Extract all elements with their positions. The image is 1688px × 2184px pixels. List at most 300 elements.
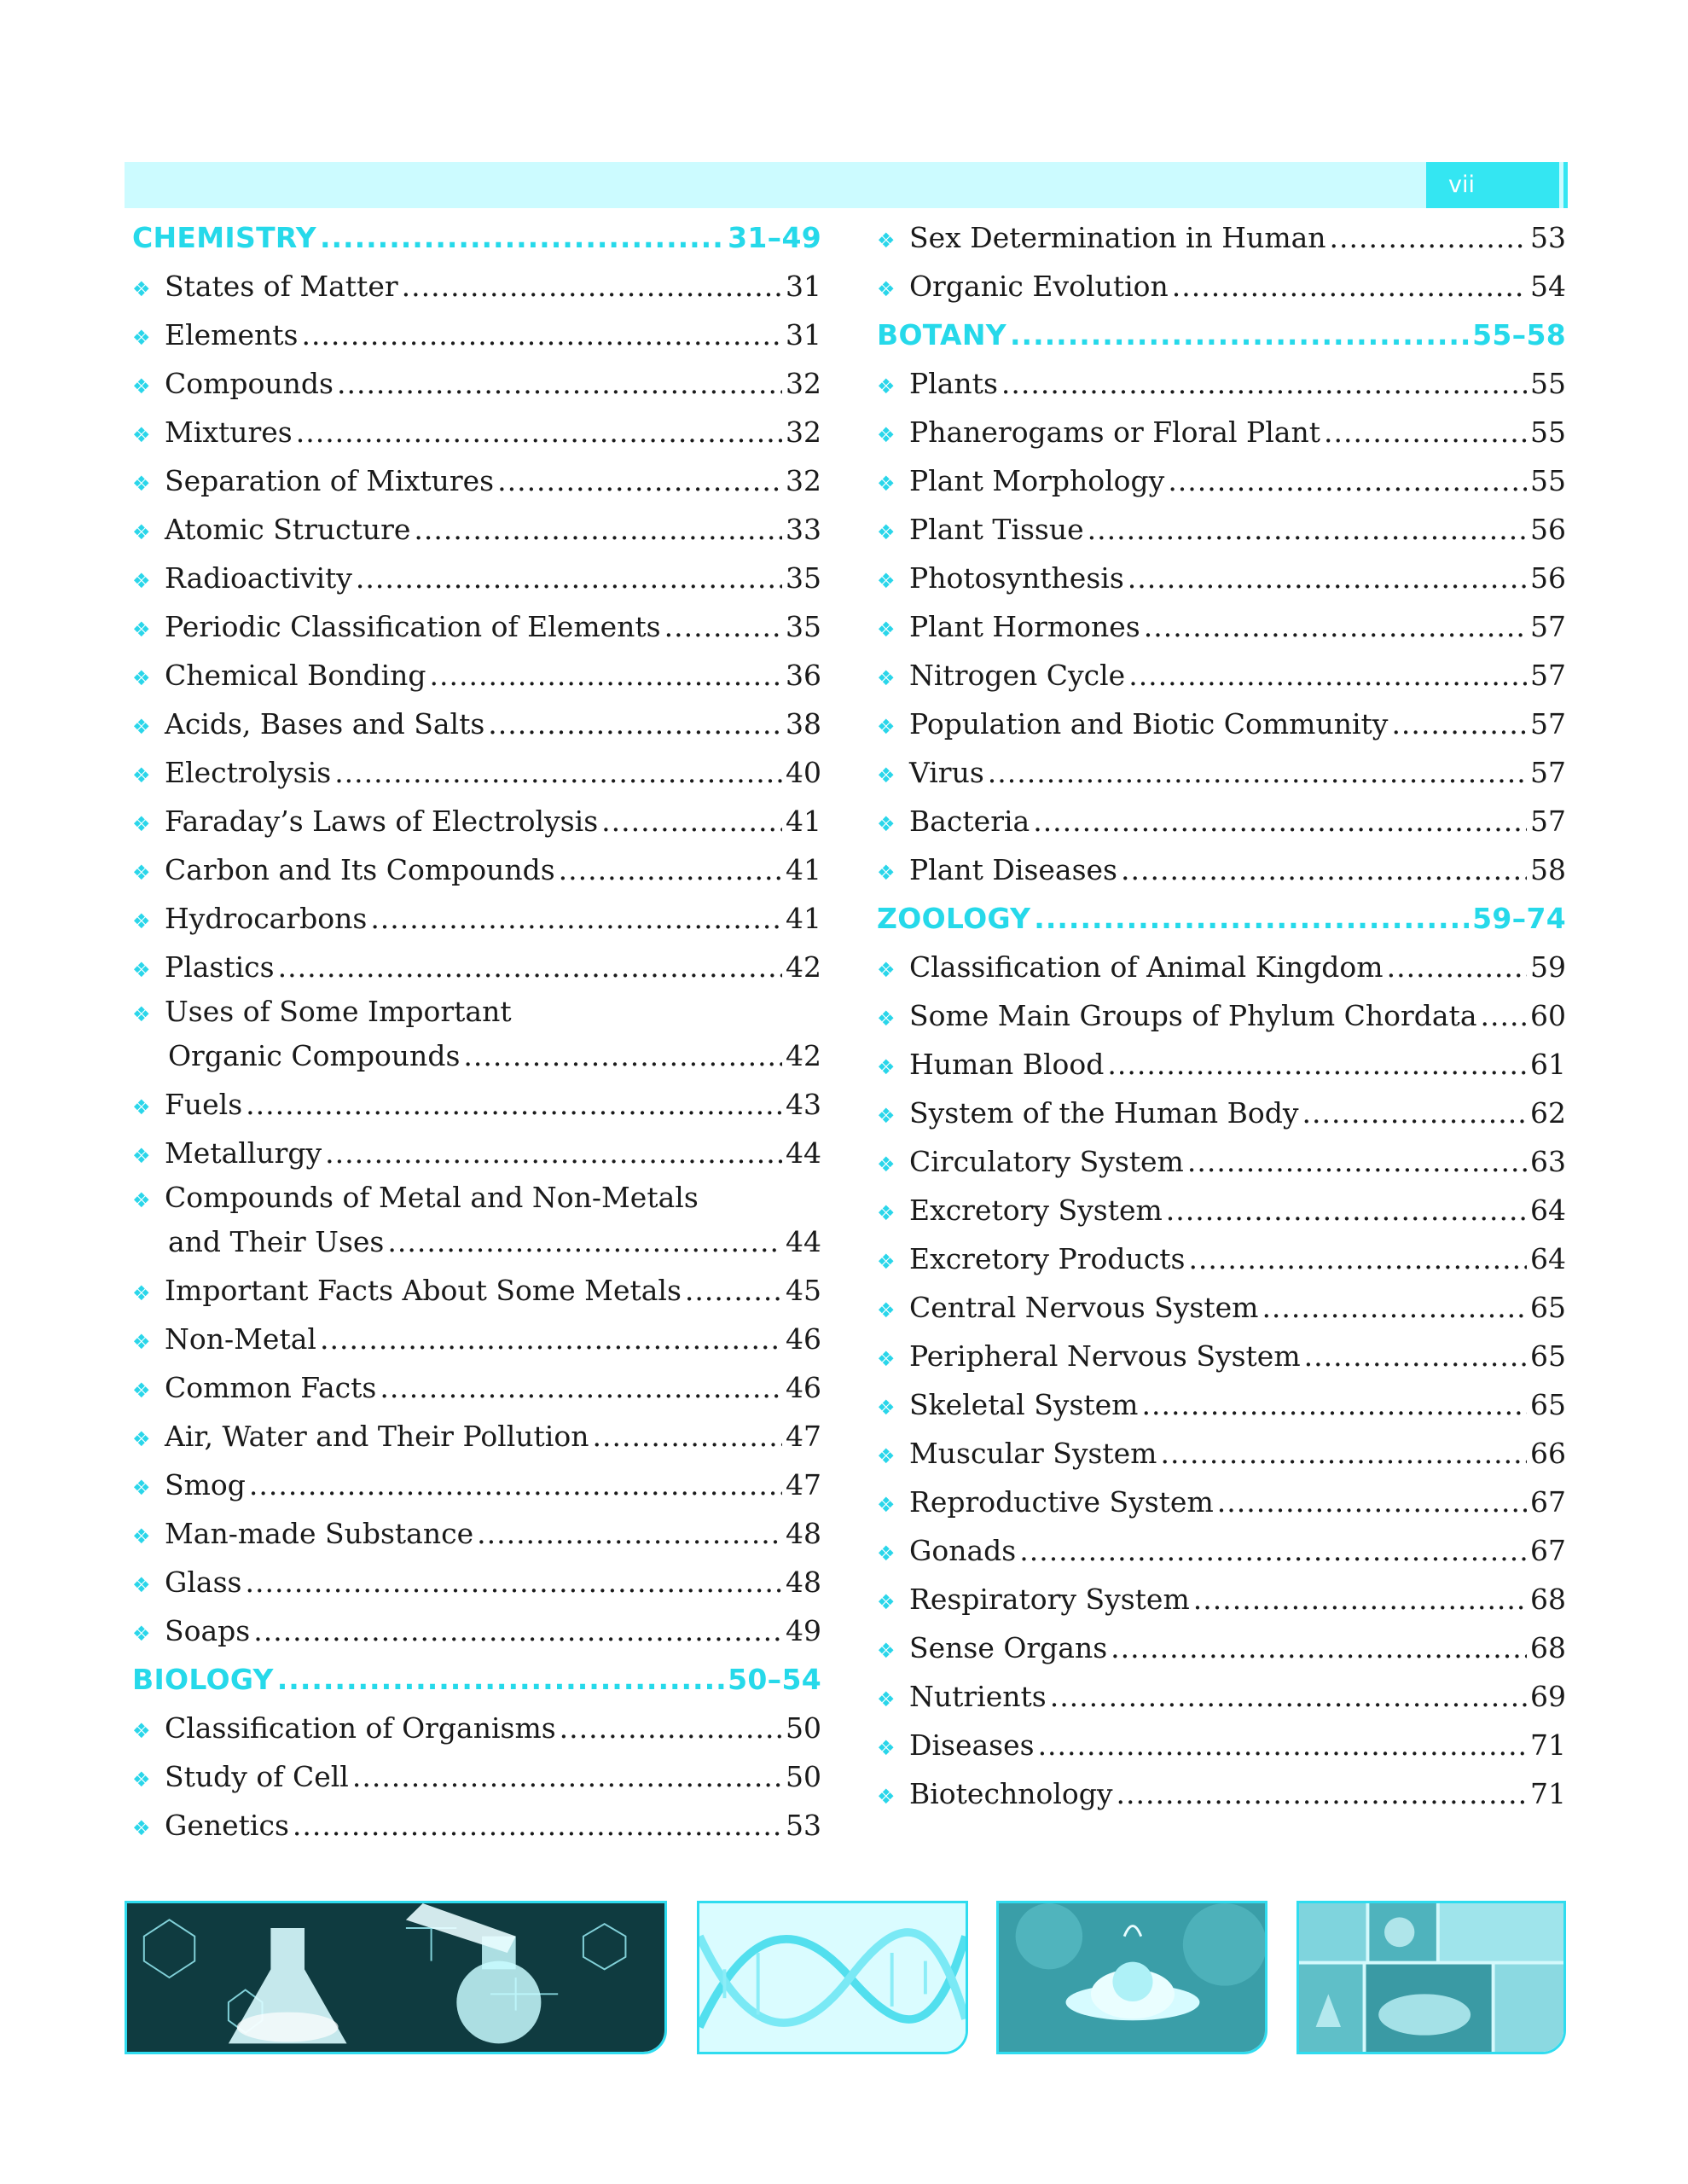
entry-page: 55: [1530, 464, 1566, 497]
diamond-cluster-icon: ❖: [877, 1785, 896, 1809]
diamond-cluster-icon: ❖: [132, 569, 151, 593]
section-title: CHEMISTRY: [132, 221, 316, 254]
entry-title: Plants: [909, 367, 998, 400]
toc-entry-plant-hormones[interactable]: [877, 602, 1566, 651]
entry-page: 60: [1530, 999, 1566, 1032]
leader-dots: [430, 651, 782, 700]
page-number: vii: [1426, 162, 1559, 208]
diamond-cluster-icon: ❖: [877, 1347, 896, 1371]
diamond-cluster-icon: ❖: [877, 764, 896, 787]
entry-page: 55: [1530, 415, 1566, 449]
entry-page: 62: [1530, 1096, 1566, 1130]
entry-title: Glass: [165, 1565, 242, 1599]
entry-page: 58: [1530, 853, 1566, 886]
leader-dots: [988, 748, 1527, 797]
entry-title: Chemical Bonding: [165, 659, 426, 692]
toc-entry-muscular-system[interactable]: [877, 1429, 1566, 1478]
entry-page: 36: [786, 659, 821, 692]
leader-dots: [1481, 991, 1528, 1040]
diamond-cluster-icon: ❖: [877, 715, 896, 739]
toc-entry-plants[interactable]: [877, 359, 1566, 408]
diamond-cluster-icon: ❖: [877, 1055, 896, 1079]
leader-dots: [301, 311, 782, 359]
entry-title: Excretory Products: [909, 1242, 1186, 1275]
toc-entry-states-of-matter[interactable]: [132, 262, 821, 311]
diamond-cluster-icon: ❖: [877, 1104, 896, 1128]
toc-entry-common-facts[interactable]: [132, 1363, 821, 1412]
toc-entry-excretory-products[interactable]: [877, 1234, 1566, 1283]
entry-page: 55: [1530, 367, 1566, 400]
toc-entry-some-main-groups-of-phylum-chordata[interactable]: [877, 991, 1566, 1040]
leader-dots: [1391, 700, 1527, 748]
leader-dots: [1128, 651, 1527, 700]
section-heading-chemistry[interactable]: [132, 213, 821, 262]
diamond-cluster-icon: ❖: [877, 1007, 896, 1031]
dna-helix-photo: [697, 1901, 968, 2054]
leader-dots: [1141, 1380, 1527, 1429]
entry-page: 42: [786, 950, 821, 984]
toc-entry-acids-bases-and-salts[interactable]: [132, 700, 821, 748]
toc-entry-chemical-bonding[interactable]: [132, 651, 821, 700]
entry-page: 64: [1530, 1194, 1566, 1227]
toc-entry-plastics[interactable]: [132, 943, 821, 991]
diamond-cluster-icon: ❖: [132, 277, 151, 301]
toc-entry-circulatory-system[interactable]: [877, 1137, 1566, 1186]
leader-dots: [1117, 1769, 1527, 1818]
leader-dots: [278, 943, 782, 991]
toc-entry-genetics[interactable]: [132, 1801, 821, 1850]
entry-title: Compounds: [165, 367, 334, 400]
entry-page: 56: [1530, 513, 1566, 546]
diamond-cluster-icon: ❖: [877, 1687, 896, 1711]
entry-page: 57: [1530, 707, 1566, 741]
entry-page: 31: [786, 318, 821, 351]
entry-title: Sense Organs: [909, 1631, 1108, 1664]
leader-dots: [1144, 602, 1527, 651]
toc-entry-reproductive-system[interactable]: [877, 1478, 1566, 1526]
toc-entry-study-of-cell[interactable]: [132, 1752, 821, 1801]
leader-dots: [334, 748, 782, 797]
toc-entry-electrolysis[interactable]: [132, 748, 821, 797]
leader-dots: [1033, 797, 1527, 845]
toc-entry-compounds[interactable]: [132, 359, 821, 408]
entry-page: 41: [786, 902, 821, 935]
toc-entry-gonads[interactable]: [877, 1526, 1566, 1575]
entry-title: Central Nervous System: [909, 1291, 1259, 1324]
entry-page: 54: [1530, 270, 1566, 303]
entry-title: Virus: [909, 756, 984, 789]
leader-dots: [1387, 943, 1527, 991]
entry-page: 64: [1530, 1242, 1566, 1275]
entry-title: Reproductive System: [909, 1485, 1214, 1519]
entry-title: Classification of Organisms: [165, 1711, 556, 1745]
toc-entry-man-made-substance[interactable]: [132, 1509, 821, 1558]
toc-entry-non-metal[interactable]: [132, 1315, 821, 1363]
diamond-cluster-icon: ❖: [132, 715, 151, 739]
entry-page: 68: [1530, 1583, 1566, 1616]
entry-page: 53: [786, 1809, 821, 1842]
entry-title: Non-Metal: [165, 1322, 316, 1356]
leader-dots: [1121, 845, 1527, 894]
entry-page: 40: [786, 756, 821, 789]
leader-dots: [560, 1704, 782, 1752]
leader-dots: [1304, 1332, 1527, 1380]
leader-dots: [253, 1606, 782, 1655]
entry-title: Muscular System: [909, 1437, 1157, 1470]
toc-entry-smog[interactable]: [132, 1461, 821, 1509]
leader-dots: [1088, 505, 1527, 554]
entry-title: Metallurgy: [165, 1136, 322, 1170]
entry-page: 49: [786, 1614, 821, 1647]
entry-page: 57: [1530, 659, 1566, 692]
diamond-cluster-icon: ❖: [132, 909, 151, 933]
leader-dots: [402, 262, 782, 311]
section-page-range: 31–49: [728, 221, 821, 254]
leader-dots: [1111, 1623, 1527, 1672]
toc-entry-hydrocarbons[interactable]: [132, 894, 821, 943]
entry-title: Acids, Bases and Salts: [165, 707, 485, 741]
diamond-cluster-icon: ❖: [877, 1493, 896, 1517]
entry-title: Faraday’s Laws of Electrolysis: [165, 804, 599, 838]
diamond-cluster-icon: ❖: [132, 764, 151, 787]
entry-title: Soaps: [165, 1614, 251, 1647]
leader-dots: [277, 1655, 724, 1704]
entry-title: Circulatory System: [909, 1145, 1184, 1178]
entry-title: Fuels: [165, 1088, 243, 1121]
entry-page: 66: [1530, 1437, 1566, 1470]
entry-title: Nutrients: [909, 1680, 1047, 1713]
entry-title: Bacteria: [909, 804, 1030, 838]
entry-page: 57: [1530, 804, 1566, 838]
entry-page: 71: [1530, 1728, 1566, 1762]
entry-page: 59: [1530, 950, 1566, 984]
toc-entry-separation-of-mixtures[interactable]: [132, 456, 821, 505]
leader-dots: [1128, 554, 1527, 602]
leader-dots: [320, 213, 724, 262]
toc-entry-uses-of-some-important-organic-compounds[interactable]: [132, 991, 821, 1080]
entry-page: 44: [786, 1225, 821, 1258]
leader-dots: [1010, 311, 1469, 359]
toc-entry-sex-determination-in-human[interactable]: [877, 213, 1566, 262]
entry-page: 50: [786, 1760, 821, 1793]
entry-page: 57: [1530, 756, 1566, 789]
diamond-cluster-icon: ❖: [877, 1396, 896, 1420]
toc-entry-fuels[interactable]: [132, 1080, 821, 1129]
header-rule: [1563, 162, 1568, 208]
diamond-cluster-icon: ❖: [877, 1639, 896, 1663]
contents-right-column: [877, 213, 1566, 1818]
diamond-cluster-icon: ❖: [132, 326, 151, 350]
toc-entry-biotechnology[interactable]: [877, 1769, 1566, 1818]
leader-dots: [1324, 408, 1527, 456]
entry-page: 32: [786, 367, 821, 400]
toc-entry-air-water-and-their-pollution[interactable]: [132, 1412, 821, 1461]
section-title: ZOOLOGY: [877, 902, 1031, 935]
entry-page: 46: [786, 1322, 821, 1356]
diamond-cluster-icon: ❖: [877, 666, 896, 690]
toc-entry-faraday-s-laws-of-electrolysis[interactable]: [132, 797, 821, 845]
leader-dots: [463, 1031, 782, 1080]
diamond-cluster-icon: ❖: [132, 520, 151, 544]
entry-title: Air, Water and Their Pollution: [165, 1420, 589, 1453]
leader-dots: [246, 1080, 782, 1129]
toc-entry-periodic-classification-of-elements[interactable]: [132, 602, 821, 651]
entry-page: 67: [1530, 1485, 1566, 1519]
entry-title: Skeletal System: [909, 1388, 1139, 1421]
entry-title: Classification of Animal Kingdom: [909, 950, 1383, 984]
diamond-cluster-icon: ❖: [132, 1476, 151, 1500]
leader-dots: [1330, 213, 1527, 262]
section-heading-zoology[interactable]: [877, 894, 1566, 943]
diamond-cluster-icon: ❖: [132, 618, 151, 642]
entry-page: 69: [1530, 1680, 1566, 1713]
toc-entry-phanerogams-or-floral-plant[interactable]: [877, 408, 1566, 456]
entry-title: Phanerogams or Floral Plant: [909, 415, 1320, 449]
toc-entry-excretory-system[interactable]: [877, 1186, 1566, 1234]
entry-page: 43: [786, 1088, 821, 1121]
entry-title: Electrolysis: [165, 756, 332, 789]
entry-title: Photosynthesis: [909, 561, 1124, 595]
entry-title: Important Facts About Some Metals: [165, 1274, 682, 1307]
leader-dots: [1187, 1137, 1527, 1186]
entry-title: Carbon and Its Compounds: [165, 853, 555, 886]
toc-entry-classification-of-animal-kingdom[interactable]: [877, 943, 1566, 991]
diamond-cluster-icon: ❖: [132, 375, 151, 398]
leader-dots: [1302, 1089, 1528, 1137]
diamond-cluster-icon: ❖: [877, 375, 896, 398]
toc-entry-peripheral-nervous-system[interactable]: [877, 1332, 1566, 1380]
leader-dots: [352, 1752, 782, 1801]
toc-entry-compounds-of-metal-and-non-metals-and-their-uses[interactable]: [132, 1177, 821, 1266]
leader-dots: [1188, 1234, 1527, 1283]
toc-entry-central-nervous-system[interactable]: [877, 1283, 1566, 1332]
entry-title: Organic Evolution: [909, 270, 1169, 303]
toc-entry-human-blood[interactable]: [877, 1040, 1566, 1089]
toc-entry-elements[interactable]: [132, 311, 821, 359]
leader-dots: [592, 1412, 782, 1461]
header-band: [125, 162, 1566, 208]
diamond-cluster-icon: ❖: [132, 1768, 151, 1792]
leader-dots: [1050, 1672, 1527, 1721]
toc-entry-nitrogen-cycle[interactable]: [877, 651, 1566, 700]
entry-title: Biotechnology: [909, 1777, 1113, 1810]
leader-dots: [685, 1266, 782, 1315]
diamond-cluster-icon: ❖: [877, 861, 896, 885]
entry-page: 68: [1530, 1631, 1566, 1664]
section-page-range: 59–74: [1472, 902, 1566, 935]
leader-dots: [1034, 894, 1469, 943]
toc-entry-plant-diseases[interactable]: [877, 845, 1566, 894]
diamond-cluster-icon: ❖: [132, 1525, 151, 1548]
section-heading-botany[interactable]: [877, 311, 1566, 359]
entry-title: Atomic Structure: [165, 513, 411, 546]
entry-page: 67: [1530, 1534, 1566, 1567]
leader-dots: [1019, 1526, 1527, 1575]
diamond-cluster-icon: ❖: [132, 1573, 151, 1597]
entry-title-continued: Organic Compounds: [168, 1039, 461, 1072]
toc-entry-photosynthesis[interactable]: [877, 554, 1566, 602]
entry-page: 44: [786, 1136, 821, 1170]
leader-dots: [477, 1509, 782, 1558]
toc-entry-metallurgy[interactable]: [132, 1129, 821, 1177]
entry-title: Radioactivity: [165, 561, 352, 595]
leader-dots: [325, 1129, 782, 1177]
toc-entry-respiratory-system[interactable]: [877, 1575, 1566, 1623]
diamond-cluster-icon: ❖: [132, 1427, 151, 1451]
diamond-cluster-icon: ❖: [877, 229, 896, 253]
toc-entry-plant-tissue[interactable]: [877, 505, 1566, 554]
leader-dots: [1160, 1429, 1527, 1478]
entry-page: 33: [786, 513, 821, 546]
toc-entry-atomic-structure[interactable]: [132, 505, 821, 554]
entry-page: 65: [1530, 1291, 1566, 1324]
entry-page: 71: [1530, 1777, 1566, 1810]
entry-title: Study of Cell: [165, 1760, 349, 1793]
entry-title: Periodic Classification of Elements: [165, 610, 661, 643]
toc-entry-glass[interactable]: [132, 1558, 821, 1606]
toc-entry-sense-organs[interactable]: [877, 1623, 1566, 1672]
entry-title: Common Facts: [165, 1371, 377, 1404]
toc-entry-radioactivity[interactable]: [132, 554, 821, 602]
diamond-cluster-icon: ❖: [132, 423, 151, 447]
diamond-cluster-icon: ❖: [877, 1250, 896, 1274]
entry-title: Man-made Substance: [165, 1517, 474, 1550]
diamond-cluster-icon: ❖: [132, 1002, 151, 1026]
toc-entry-system-of-the-human-body[interactable]: [877, 1089, 1566, 1137]
diamond-cluster-icon: ❖: [132, 1330, 151, 1354]
diamond-cluster-icon: ❖: [132, 666, 151, 690]
diamond-cluster-icon: ❖: [132, 1719, 151, 1743]
diamond-cluster-icon: ❖: [132, 958, 151, 982]
diamond-cluster-icon: ❖: [132, 472, 151, 496]
diamond-cluster-icon: ❖: [877, 1153, 896, 1176]
diamond-cluster-icon: ❖: [877, 520, 896, 544]
entry-page: 53: [1530, 221, 1566, 254]
diamond-cluster-icon: ❖: [877, 1542, 896, 1565]
diamond-cluster-icon: ❖: [877, 618, 896, 642]
entry-page: 32: [786, 415, 821, 449]
flower-photo: [996, 1901, 1267, 2054]
entry-page: 65: [1530, 1388, 1566, 1421]
leader-dots: [1038, 1721, 1527, 1769]
toc-entry-soaps[interactable]: [132, 1606, 821, 1655]
toc-entry-diseases[interactable]: [877, 1721, 1566, 1769]
entry-title: Some Main Groups of Phylum Chordata: [909, 999, 1477, 1032]
toc-entry-bacteria[interactable]: [877, 797, 1566, 845]
diamond-cluster-icon: ❖: [877, 1201, 896, 1225]
entry-page: 63: [1530, 1145, 1566, 1178]
entry-title: Plant Diseases: [909, 853, 1117, 886]
leader-dots: [1001, 359, 1527, 408]
entry-title: Plant Morphology: [909, 464, 1165, 497]
leader-dots: [664, 602, 782, 651]
chemistry-lab-photo: [125, 1901, 667, 2054]
leader-dots: [296, 408, 782, 456]
diamond-cluster-icon: ❖: [132, 1281, 151, 1305]
toc-entry-plant-morphology[interactable]: [877, 456, 1566, 505]
leader-dots: [488, 700, 782, 748]
entry-title: Plant Tissue: [909, 513, 1084, 546]
entry-title: Peripheral Nervous System: [909, 1339, 1301, 1373]
entry-title-continued: and Their Uses: [168, 1225, 385, 1258]
leader-dots: [356, 554, 782, 602]
diamond-cluster-icon: ❖: [877, 277, 896, 301]
entry-page: 32: [786, 464, 821, 497]
leader-dots: [497, 456, 782, 505]
animals-collage-photo: [1296, 1901, 1566, 2054]
section-page-range: 50–54: [728, 1663, 821, 1696]
diamond-cluster-icon: ❖: [132, 812, 151, 836]
entry-title: Diseases: [909, 1728, 1035, 1762]
leader-dots: [559, 845, 782, 894]
entry-page: 38: [786, 707, 821, 741]
entry-title: Plant Hormones: [909, 610, 1140, 643]
entry-page: 50: [786, 1711, 821, 1745]
toc-entry-virus[interactable]: [877, 748, 1566, 797]
entry-page: 31: [786, 270, 821, 303]
entry-page: 48: [786, 1517, 821, 1550]
toc-entry-classification-of-organisms[interactable]: [132, 1704, 821, 1752]
leader-dots: [370, 894, 782, 943]
entry-page: 41: [786, 804, 821, 838]
section-title: BIOLOGY: [132, 1663, 274, 1696]
toc-entry-carbon-and-its-compounds[interactable]: [132, 845, 821, 894]
toc-entry-population-and-biotic-community[interactable]: [877, 700, 1566, 748]
toc-entry-organic-evolution[interactable]: [877, 262, 1566, 311]
diamond-cluster-icon: ❖: [877, 1444, 896, 1468]
entry-page: 45: [786, 1274, 821, 1307]
entry-title: Separation of Mixtures: [165, 464, 495, 497]
entry-page: 46: [786, 1371, 821, 1404]
leader-dots: [601, 797, 782, 845]
leader-dots: [320, 1315, 782, 1363]
diamond-cluster-icon: ❖: [877, 569, 896, 593]
entry-title: Genetics: [165, 1809, 289, 1842]
leader-dots: [1107, 1040, 1527, 1089]
entry-title: Respiratory System: [909, 1583, 1190, 1616]
diamond-cluster-icon: ❖: [132, 1188, 151, 1212]
entry-title: Mixtures: [165, 415, 293, 449]
diamond-cluster-icon: ❖: [132, 1095, 151, 1119]
diamond-cluster-icon: ❖: [877, 472, 896, 496]
leader-dots: [249, 1461, 782, 1509]
toc-entry-important-facts-about-some-metals[interactable]: [132, 1266, 821, 1315]
leader-dots: [414, 505, 782, 554]
entry-title: Smog: [165, 1468, 246, 1502]
entry-title: Gonads: [909, 1534, 1017, 1567]
contents-left-column: [132, 213, 821, 1850]
entry-title: Hydrocarbons: [165, 902, 368, 935]
diamond-cluster-icon: ❖: [877, 958, 896, 982]
diamond-cluster-icon: ❖: [132, 1816, 151, 1840]
leader-dots: [1166, 1186, 1527, 1234]
diamond-cluster-icon: ❖: [877, 812, 896, 836]
entry-title: Nitrogen Cycle: [909, 659, 1126, 692]
diamond-cluster-icon: ❖: [877, 1736, 896, 1760]
diamond-cluster-icon: ❖: [877, 423, 896, 447]
toc-entry-nutrients[interactable]: [877, 1672, 1566, 1721]
toc-entry-skeletal-system[interactable]: [877, 1380, 1566, 1429]
leader-dots: [293, 1801, 782, 1850]
entry-page: 61: [1530, 1048, 1566, 1081]
entry-title: States of Matter: [165, 270, 398, 303]
entry-title: Elements: [165, 318, 299, 351]
section-heading-biology[interactable]: [132, 1655, 821, 1704]
toc-entry-mixtures[interactable]: [132, 408, 821, 456]
entry-page: 35: [786, 561, 821, 595]
entry-page: 48: [786, 1565, 821, 1599]
section-title: BOTANY: [877, 318, 1007, 351]
